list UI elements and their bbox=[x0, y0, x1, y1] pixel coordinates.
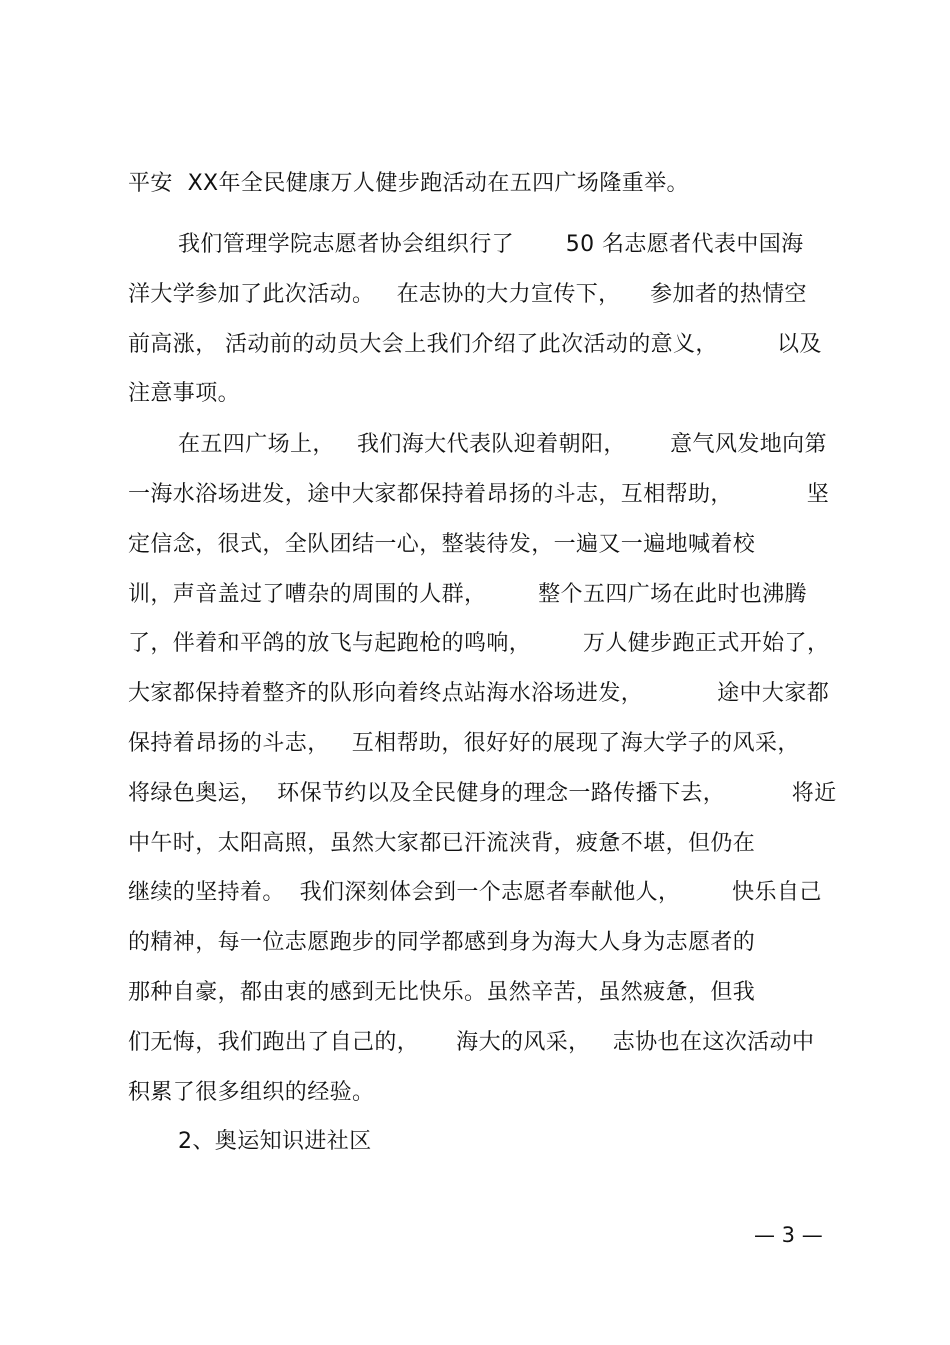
text-line: 我们管理学院志愿者协会组织行了 50 名志愿者代表中国海 bbox=[178, 232, 804, 257]
text-line: 继续的坚持着。 我们深刻体会到一个志愿者奉献他人， 快乐自己 bbox=[128, 880, 822, 905]
text-line: 训，声音盖过了嘈杂的周围的人群， 整个五四广场在此时也沸腾 bbox=[128, 582, 807, 607]
text-line: 大家都保持着整齐的队形向着终点站海水浴场进发， 途中大家都 bbox=[128, 681, 830, 706]
text-line: 一海水浴场进发，途中大家都保持着昂扬的斗志，互相帮助， 坚 bbox=[128, 482, 830, 507]
text-line: 在五四广场上， 我们海大代表队迎着朝阳， 意气风发地向第 bbox=[178, 432, 827, 457]
text-line: 们无悔，我们跑出了自己的， 海大的风采， 志协也在这次活动中 bbox=[128, 1030, 815, 1055]
page-number: — 3 — bbox=[754, 1223, 823, 1247]
text-line: 平安 XX年全民健康万人健步跑活动在五四广场隆重举。 bbox=[128, 171, 689, 196]
section-heading: 2、奥运知识进社区 bbox=[178, 1129, 372, 1154]
text-line: 中午时，太阳高照，虽然大家都已汗流浃背，疲惫不堪，但仍在 bbox=[128, 831, 756, 856]
text-line: 注意事项。 bbox=[128, 381, 241, 406]
text-line: 将绿色奥运， 环保节约以及全民健身的理念一路传播下去， 将近 bbox=[128, 781, 837, 806]
text-line: 积累了很多组织的经验。 bbox=[128, 1080, 375, 1105]
text-line: 定信念，很式，全队团结一心，整装待发，一遍又一遍地喊着校 bbox=[128, 532, 756, 557]
text-line: 的精神，每一位志愿跑步的同学都感到身为海大人身为志愿者的 bbox=[128, 930, 756, 955]
text-line: 保持着昂扬的斗志， 互相帮助，很好好的展现了海大学子的风采， bbox=[128, 731, 800, 756]
text-line: 了，伴着和平鸽的放飞与起跑枪的鸣响， 万人健步跑正式开始了， bbox=[128, 631, 830, 656]
text-line: 那种自豪，都由衷的感到无比快乐。虽然辛苦，虽然疲惫，但我 bbox=[128, 980, 756, 1005]
text-line: 洋大学参加了此次活动。 在志协的大力宣传下， 参加者的热情空 bbox=[128, 282, 807, 307]
text-line: 前高涨， 活动前的动员大会上我们介绍了此次活动的意义， 以及 bbox=[128, 332, 822, 357]
